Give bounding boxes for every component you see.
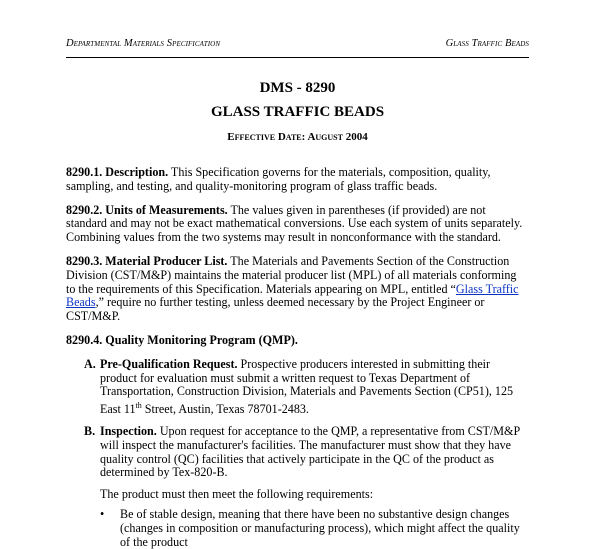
section-description — [66, 166, 528, 194]
section-text-continued: ,” require no further testing, unless deemed necessary by the Project Engineer or CST/M&P. — [66, 295, 485, 324]
header-right: Glass Traffic Beads — [445, 38, 529, 49]
superscript: th — [135, 401, 142, 411]
item-body: Upon request for acceptance to the QMP, a representative from CST/M&P will inspect the manufacturer's facilities. The manufacturer must show that they have quality control (QC) facilities that actively participate in the QC of the product as determined by Tex-820-B. — [100, 423, 520, 480]
glass-traffic-beads-link[interactable]: Glass Traffic Beads — [66, 281, 519, 310]
section-heading: 8290.1. Description. — [66, 165, 169, 179]
section-qmp-heading: 8290.4. Quality Monitoring Program (QMP). — [66, 332, 298, 347]
document-number: DMS - 8290 — [259, 80, 336, 96]
item-text — [100, 358, 528, 417]
item-a — [66, 358, 528, 417]
item-text — [100, 425, 528, 480]
document-body — [66, 166, 528, 549]
requirements-intro: The product must then meet the following requirements: — [100, 487, 374, 502]
item-b — [66, 425, 528, 480]
bullet-item — [100, 508, 528, 549]
section-text: The values given in parentheses (if provided) are not standard and may not be exact mathematical conversions. Use each system of units separately. Combining values from the two systems may result in nonconformance with the standard. — [66, 202, 523, 245]
section-producer-list — [66, 255, 528, 324]
item-body: Prospective producers interested in submitting their product for evaluation must submit a written request to Texas Department of Transportation, Construction Division, Materials and Pavements Section (CP51), 125 East 11 — [100, 356, 514, 417]
item-label: A. — [84, 356, 96, 371]
section-units — [66, 204, 528, 245]
section-text: The Materials and Pavements Section of the Construction Division (CST/M&P) maintains the material producer list (MPL) of all materials conforming to the requirements of this Specification. Materials appearing on MPL, entitled “ — [66, 253, 517, 296]
section-heading: 8290.2. Units of Measurements. — [66, 202, 228, 217]
section-text: This Specification governs for the materials, composition, quality, sampling, and testing, and quality-monitoring program of glass traffic beads. — [66, 165, 491, 193]
document-title: GLASS TRAFFIC BEADS — [210, 104, 385, 120]
item-label: B. — [84, 423, 96, 438]
item-body-continued: Street, Austin, Texas 78701-2483. — [141, 402, 309, 417]
header-left: Departmental Materials Specification — [66, 38, 221, 49]
effective-date: Effective Date: August 2004 — [227, 131, 368, 143]
bullet-icon: • — [100, 506, 105, 521]
title-block — [66, 80, 529, 143]
bullet-text: Be of stable design, meaning that there have been no substantive design changes (changes in composition or manufacturing process), which might affect the quality of the product — [120, 506, 520, 549]
section-heading: 8290.3. Material Producer List. — [66, 253, 228, 268]
item-heading: Pre-Qualification Request. — [100, 356, 238, 371]
header-rule — [66, 57, 529, 58]
running-header — [66, 38, 529, 49]
item-heading: Inspection. — [100, 423, 157, 438]
